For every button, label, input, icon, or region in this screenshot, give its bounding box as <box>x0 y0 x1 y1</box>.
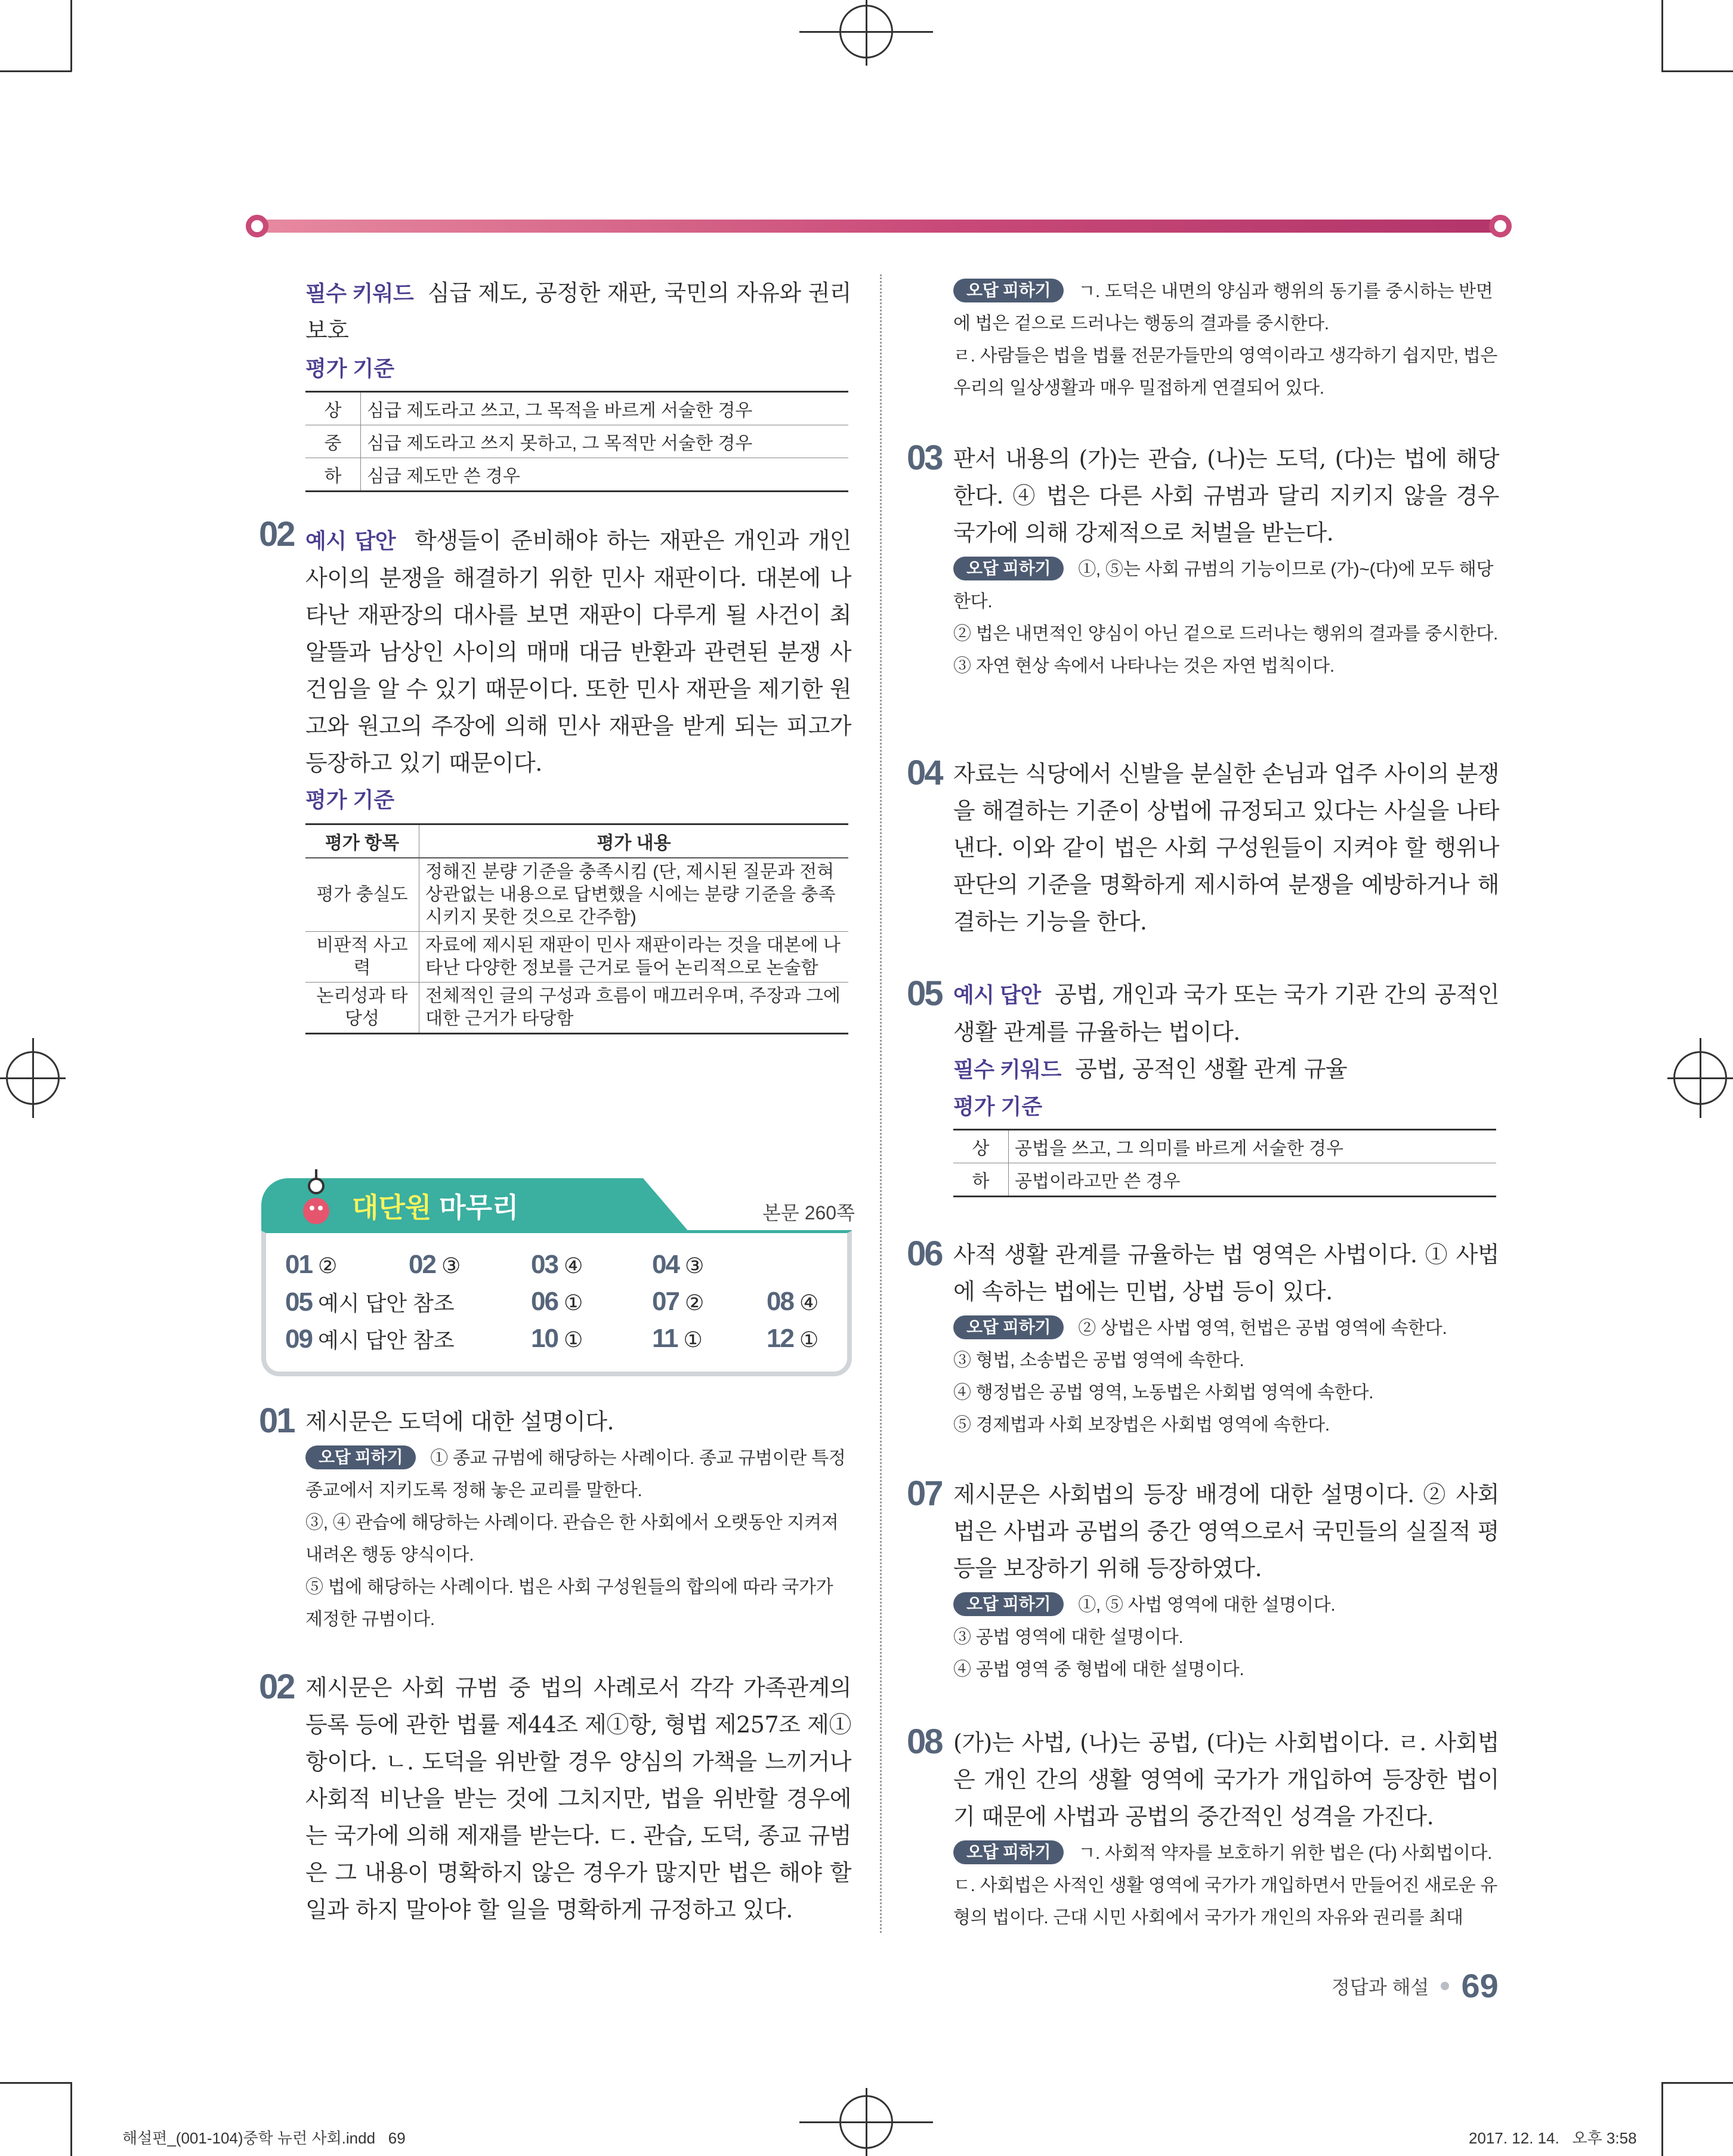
footer-dot-icon <box>1441 1982 1449 1990</box>
content-cell: 정해진 분량 기준을 충족시킴 (단, 제시된 질문과 전혀 상관없는 내용으로 답변했을 시에는 분량 기준을 충족시키지 못한 것으로 간주함) <box>419 858 849 932</box>
criteria-cell: 심급 제도만 쓴 경우 <box>361 458 849 492</box>
table-header-row <box>305 824 848 858</box>
crop-mark <box>1661 0 1663 72</box>
answer-item <box>767 1287 818 1317</box>
answer-item <box>285 1287 455 1317</box>
table-row <box>305 983 848 1034</box>
registration-mark <box>866 0 867 66</box>
level-cell: 하 <box>305 458 361 492</box>
review-01-explain <box>305 1443 851 1507</box>
keywords-label: 필수 키워드 <box>305 281 414 305</box>
crop-mark <box>70 2082 72 2156</box>
explain-line: ① 종교 규범에 해당하는 사례이다. 종교 규범이란 특정 종교에서 지키도록 정해 놓은 교리를 말한다. <box>305 1448 846 1500</box>
answer-number: 09 <box>285 1324 312 1354</box>
review-title-highlight: 대단원 <box>352 1192 432 1223</box>
review-07 <box>953 1476 1499 1686</box>
eval-title: 평가 기준 <box>305 787 395 812</box>
item-cell: 평가 충실도 <box>305 858 419 932</box>
explain-line: ② 법은 내면적인 양심이 아닌 겉으로 드러나는 행위의 결과를 중시한다. <box>953 624 1499 644</box>
review-06-text: 사적 생활 관계를 규율하는 법 영역은 사법이다. ① 사법에 속하는 법에는 민법, 상법 등이 있다. <box>953 1241 1499 1305</box>
answer-value: ③ <box>684 1253 705 1278</box>
answer-value: ④ <box>799 1290 819 1315</box>
review-04 <box>953 755 1499 940</box>
mascot-icon <box>292 1169 340 1229</box>
eval-title: 평가 기준 <box>305 356 395 381</box>
keywords-text: 공법, 공적인 생활 관계 규율 <box>1075 1056 1348 1082</box>
answer-number: 01 <box>285 1250 312 1279</box>
explain-line: ④ 행정법은 공법 영역, 노동법은 사회법 영역에 속한다. <box>953 1383 1374 1403</box>
wrong-answer-badge: 오답 피하기 <box>305 1445 416 1469</box>
explain-line <box>953 276 1499 340</box>
wrong-answer-badge: 오답 피하기 <box>953 557 1064 580</box>
review-title-rest: 마무리 <box>439 1192 519 1223</box>
level-cell: 상 <box>305 392 361 425</box>
review-08 <box>953 1724 1499 1934</box>
example-answer-label: 예시 답안 <box>953 983 1041 1007</box>
question-number: 03 <box>907 438 942 477</box>
answer-number: 04 <box>652 1250 679 1279</box>
criteria-cell: 공법이라고만 쓴 경우 <box>1009 1163 1497 1197</box>
review-01 <box>305 1403 851 1636</box>
level-cell: 상 <box>953 1130 1009 1163</box>
page-footer <box>1332 1966 1499 2005</box>
right-top-explain <box>953 276 1499 404</box>
crop-mark <box>0 70 72 72</box>
print-date: 2017. 12. 14. 오후 3:58 <box>1469 2129 1637 2147</box>
keywords-label: 필수 키워드 <box>953 1057 1061 1082</box>
section-label: 정답과 해설 <box>1332 1976 1429 1998</box>
answer-item <box>531 1250 583 1280</box>
answer-value: ④ <box>563 1253 583 1278</box>
wrong-answer-badge: 오답 피하기 <box>953 1315 1064 1339</box>
answer-value: ① <box>683 1327 703 1352</box>
answer-item <box>652 1324 703 1354</box>
explain-line: ㄹ. 사람들은 법을 법률 전문가들만의 영역이라고 생각하기 쉽지만, 법은 우리의 일상생활과 매우 밀접하게 연결되어 있다. <box>953 346 1498 398</box>
criteria-cell: 심급 제도라고 쓰고, 그 목적을 바르게 서술한 경우 <box>361 392 849 425</box>
explain-line: ③ 공법 영역에 대한 설명이다. <box>953 1627 1184 1647</box>
content-cell: 전체적인 글의 구성과 흐름이 매끄러우며, 주장과 그에 대한 근거가 타당함 <box>419 983 849 1034</box>
review-03-text: 판서 내용의 (가)는 관습, (나)는 도덕, (다)는 법에 해당한다. ④ 법은 다른 사회 규범과 달리 지키지 않을 경우 국가에 의해 강제적으로 처벌을 받는다. <box>953 446 1500 546</box>
level-cell: 하 <box>953 1163 1009 1197</box>
answer-value: ② <box>684 1290 705 1315</box>
review-04-text: 자료는 식당에서 신발을 분실한 손님과 업주 사이의 분쟁을 해결하는 기준이 상법에 규정되고 있다는 사실을 나타낸다. 이와 같이 법은 사회 구성원들이 지켜야 할 행위나 판단의 기준을 명확하게 제시하여 분쟁을 예방하거나 해결하는 기능을 한다. <box>953 761 1499 935</box>
answer-number: 02 <box>409 1250 435 1279</box>
review-title <box>352 1186 518 1225</box>
q02-answer <box>305 522 851 782</box>
content-cell: 자료에 제시된 재판이 민사 재판이라는 것을 대본에 나타난 다양한 정보를 근거로 들어 논리적으로 논술함 <box>419 932 849 983</box>
question-number: 02 <box>259 1667 294 1706</box>
header-bar-end-dot <box>1489 215 1512 237</box>
explain-line: ④ 공법 영역 중 형법에 대한 설명이다. <box>953 1660 1244 1679</box>
explain-line <box>953 1312 1499 1345</box>
answer-value: 예시 답안 참조 <box>317 1291 455 1315</box>
wrong-answer-badge: 오답 피하기 <box>953 1840 1064 1864</box>
explain-line <box>953 1837 1499 1870</box>
explain-text: ② 상법은 사법 영역, 헌법은 공법 영역에 속한다. <box>1078 1318 1447 1338</box>
header-bar-end-dot <box>246 215 268 237</box>
answer-item <box>652 1250 704 1280</box>
review-01-text: 제시문은 도덕에 대한 설명이다. <box>305 1408 614 1435</box>
page-number: 69 <box>1461 1967 1499 2004</box>
q02-text: 학생들이 준비해야 하는 재판은 개인과 개인 사이의 분쟁을 해결하기 위한 민사 재판이다. 대본에 나타난 재판장의 대사를 보면 재판이 다루게 될 사건이 최알뜰과 남상인 사이의 매매 대금 반환과 관련된 분쟁 사건임을 알 수 있기 때문이다. 또한 민사 재판을 제기한 원고와 원고의 주장에 의해 민사 재판을 받게 되는 피고가 등장하고 있기 때문이다. <box>305 527 851 776</box>
explain-line: ③, ④ 관습에 해당하는 사례이다. 관습은 한 사회에서 오랫동안 지켜져 내려온 행동 양식이다. <box>305 1513 839 1565</box>
answer-number: 08 <box>767 1287 793 1316</box>
answer-item <box>531 1287 583 1317</box>
criteria-cell: 공법을 쓰고, 그 의미를 바르게 서술한 경우 <box>1009 1130 1497 1163</box>
answer-text: 공법, 개인과 국가 또는 국가 기관 간의 공적인 생활 관계를 규율하는 법이다. <box>953 981 1499 1045</box>
crop-mark <box>1661 2082 1733 2084</box>
explain-line: ③ 형법, 소송법은 공법 영역에 속한다. <box>953 1351 1244 1370</box>
crop-mark <box>1661 2082 1663 2156</box>
crop-mark <box>70 0 72 72</box>
answer-item <box>285 1324 455 1354</box>
file-info: 해설편_(001-104)중학 뉴런 사회.indd 69 <box>122 2129 406 2147</box>
eval-title: 평가 기준 <box>953 1094 1043 1119</box>
item-cell: 비판적 사고력 <box>305 932 419 983</box>
answer-value: ① <box>563 1327 583 1352</box>
review-03 <box>953 440 1499 682</box>
table-row <box>305 932 848 983</box>
review-05 <box>953 976 1499 1197</box>
question-number: 04 <box>907 753 942 792</box>
answer-number: 10 <box>531 1324 558 1353</box>
explain-text: ㄱ. 도덕은 내면의 양심과 행위의 동기를 중시하는 반면에 법은 겉으로 드러나는 행동의 결과를 중시한다. <box>953 282 1493 333</box>
column-divider <box>880 274 882 1933</box>
answer-item <box>531 1324 583 1354</box>
answer-number: 07 <box>652 1287 679 1316</box>
question-number: 01 <box>259 1401 294 1440</box>
registration-mark <box>1700 1038 1701 1118</box>
registration-mark <box>866 2088 867 2156</box>
review-08-text: (가)는 사법, (나)는 공법, (다)는 사회법이다. ㄹ. 사회법은 개인 간의 생활 영역에 국가가 개입하여 등장한 법이기 때문에 사법과 공법의 중간적인 성격을 가진다. <box>953 1729 1499 1830</box>
eval-table-1 <box>305 391 848 492</box>
answer-value: ② <box>317 1253 338 1278</box>
table-row <box>305 392 848 425</box>
level-cell: 중 <box>305 425 361 458</box>
explain-line: ③ 자연 현상 속에서 나타나는 것은 자연 법칙이다. <box>953 656 1334 676</box>
answer-value: ③ <box>441 1253 461 1278</box>
wrong-answer-badge: 오답 피하기 <box>953 1592 1064 1616</box>
header-cell: 평가 항목 <box>305 824 419 858</box>
wrong-answer-badge: 오답 피하기 <box>953 279 1064 302</box>
answer-item <box>409 1250 461 1280</box>
answer-value: 예시 답안 참조 <box>317 1328 455 1352</box>
question-number: 07 <box>907 1474 942 1513</box>
table-row <box>305 458 848 492</box>
table-row <box>305 425 848 458</box>
table-row <box>305 858 848 932</box>
explain-line <box>953 1589 1499 1621</box>
question-number: 08 <box>907 1722 942 1761</box>
answer-number: 11 <box>652 1324 678 1353</box>
header-bar <box>255 220 1499 233</box>
answer-item <box>652 1287 704 1317</box>
explain-line: ㄷ. 사회법은 사적인 생활 영역에 국가가 개입하면서 만들어진 새로운 유형의 법이다. 근대 시민 사회에서 국가가 개인의 자유와 권리를 최대 <box>953 1876 1498 1928</box>
table-row <box>953 1130 1496 1163</box>
answer-number: 03 <box>531 1250 558 1279</box>
review-page-ref: 본문 260쪽 <box>762 1202 855 1224</box>
keywords-text: 심급 제도, 공정한 재판, 국민의 자유와 권리 보호 <box>305 280 851 344</box>
explain-text: ㄱ. 사회적 약자를 보호하기 위한 법은 (다) 사회법이다. <box>1078 1843 1493 1863</box>
item-cell: 논리성과 타당성 <box>305 983 419 1034</box>
explain-text: ①, ⑤ 사법 영역에 대한 설명이다. <box>1078 1595 1336 1615</box>
explain-line: ⑤ 법에 해당하는 사례이다. 법은 사회 구성원들의 합의에 따라 국가가 제정한 규범이다. <box>305 1577 833 1629</box>
review-02 <box>305 1669 851 1928</box>
review-02-text: 제시문은 사회 규범 중 법의 사례로서 각각 가족관계의 등록 등에 관한 법률 제44조 제①항, 형법 제257조 제①항이다. ㄴ. 도덕을 위반할 경우 양심의 가책을 느끼거나 사회적 비난을 받는 것에 그치지만, 법을 위반할 경우에는 국가에 의해 제재를 받는다. ㄷ. 관습, 도덕, 종교 규범은 그 내용이 명확하지 않은 경우가 많지만 법은 해야 할 일과 하지 말아야 할 일을 명확하게 규정하고 있다. <box>305 1675 851 1923</box>
crop-mark <box>0 2082 72 2084</box>
left-column <box>305 274 851 1034</box>
answer-number: 12 <box>767 1324 793 1353</box>
review-06 <box>953 1236 1499 1441</box>
criteria-cell: 심급 제도라고 쓰지 못하고, 그 목적만 서술한 경우 <box>361 425 849 458</box>
table-row <box>953 1163 1496 1197</box>
answer-item <box>767 1324 818 1354</box>
question-number: 05 <box>907 974 942 1013</box>
question-number: 06 <box>907 1234 942 1273</box>
registration-mark <box>32 1038 34 1118</box>
keywords-line <box>953 1051 1499 1088</box>
header-cell: 평가 내용 <box>419 824 849 858</box>
explain-line: ⑤ 경제법과 사회 보장법은 사회법 영역에 속한다. <box>953 1415 1330 1435</box>
answer-item <box>285 1250 337 1280</box>
question-number: 02 <box>259 515 294 554</box>
example-answer-label: 예시 답안 <box>305 529 396 553</box>
answer-number: 05 <box>285 1287 312 1317</box>
crop-mark <box>1661 70 1733 72</box>
keywords-line <box>305 274 851 349</box>
review-07-text: 제시문은 사회법의 등장 배경에 대한 설명이다. ② 사회법은 사법과 공법의 중간 영역으로서 국민들의 실질적 평등을 보장하기 위해 등장하였다. <box>953 1481 1499 1582</box>
explain-text: ①, ⑤는 사회 규범의 기능이므로 (가)~(다)에 모두 해당한다. <box>953 560 1494 611</box>
review-05-text <box>953 976 1499 1051</box>
answer-number: 06 <box>531 1287 558 1316</box>
eval-table-3 <box>953 1129 1496 1197</box>
explain-line <box>953 554 1499 618</box>
answer-value: ① <box>563 1290 583 1315</box>
eval-table-2 <box>305 823 848 1034</box>
answer-value: ① <box>799 1327 819 1352</box>
